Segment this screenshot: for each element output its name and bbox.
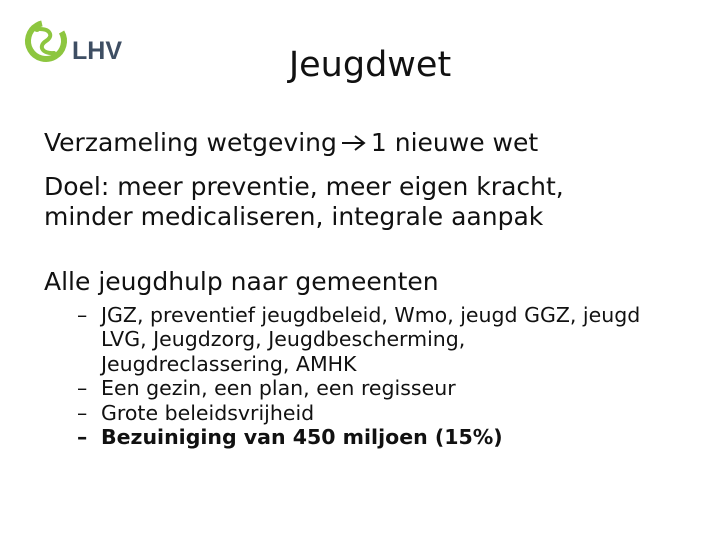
bullet-dash: – — [77, 376, 88, 401]
sub-bullet-beleidsvrijheid — [77, 400, 701, 425]
sub-bullet-gezin — [77, 376, 701, 401]
sub-bullet-domains — [77, 303, 701, 376]
sub-bullet-domains-line-2: LVG, Jeugdzorg, Jeugdbescherming, — [101, 327, 466, 352]
bullet-dash: – — [77, 424, 88, 449]
bullet-dash: – — [77, 400, 88, 425]
slide-title: Jeugdwet — [288, 45, 452, 85]
sub-bullet-beleidsvrijheid-text: Grote beleidsvrijheid — [101, 400, 315, 425]
lhv-logo-mark — [20, 14, 145, 74]
text-line-wetgeving — [44, 127, 538, 158]
lhv-logo — [20, 14, 145, 74]
right-arrow-icon — [341, 134, 367, 152]
logo-text: LHV — [72, 37, 122, 65]
sub-bullet-bezuiniging-text: Bezuiniging van 450 miljoen (15%) — [101, 424, 503, 449]
sub-bullet-bezuiniging — [77, 424, 701, 449]
text-line-doel-continued: minder medicaliseren, integrale aanpak — [44, 202, 544, 231]
sub-bullet-gezin-text: Een gezin, een plan, een regisseur — [101, 376, 456, 401]
sub-bullet-domains-line-3: Jeugdreclassering, AMHK — [101, 351, 357, 376]
sub-bullet-domains-line-1: JGZ, preventief jeugdbeleid, Wmo, jeugd GGZ, jeugd — [101, 303, 641, 327]
bullet-dash: – — [77, 303, 88, 327]
sub-bullet-list — [77, 303, 701, 449]
text-line-wetgeving-end: 1 nieuwe wet — [370, 128, 539, 157]
text-line-jeugdhulp: Alle jeugdhulp naar gemeenten — [44, 267, 439, 296]
text-line-wetgeving-start: Verzameling wetgeving — [44, 128, 337, 157]
text-line-doel: Doel: meer preventie, meer eigen kracht, — [44, 172, 564, 201]
